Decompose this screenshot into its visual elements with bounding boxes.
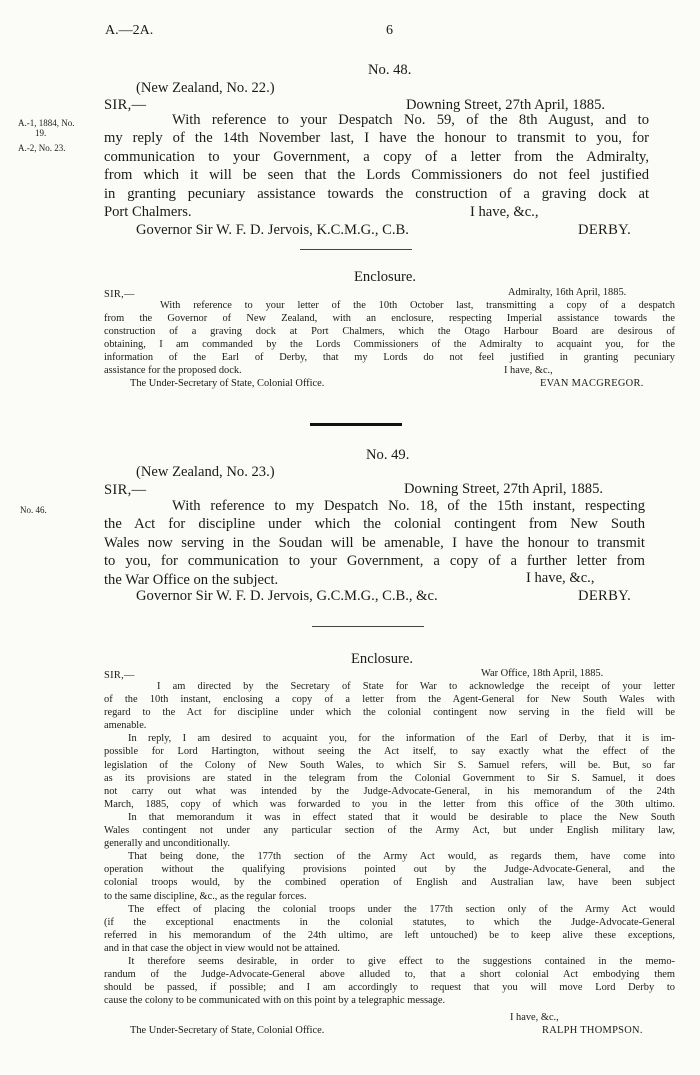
letter-49-line: Wales now serving in the Soudan will be amenable, I have the honour to transmit	[104, 534, 645, 551]
letter-48-line: With reference to your Despatch No. 59, of the 8th August, and to	[172, 112, 649, 128]
enclosure-2-addressee: The Under-Secretary of State, Colonial Office.	[130, 1025, 325, 1036]
enclosure-2-line: That being done, the 177th section of the Army Act would, as regards them, have come into	[128, 851, 675, 863]
enclosure-2-line: In that memorandum it was in effect stated that it would be desirable to place the New South	[128, 811, 675, 823]
letter-49-place-date: Downing Street, 27th April, 1885.	[404, 481, 604, 497]
enclosure-2-line: generally and unconditionally.	[104, 838, 230, 850]
letter-48-subtitle: (New Zealand, No. 22.)	[136, 80, 275, 96]
letter-49-line: the Act for discipline under which the colonial contingent from New South	[104, 516, 645, 533]
enclosure-1-body	[104, 299, 675, 378]
divider-rule	[312, 626, 424, 627]
enclosure-1-addressee: The Under-Secretary of State, Colonial Office.	[130, 378, 325, 389]
letter-49-number: No. 49.	[366, 447, 410, 463]
letter-49-line: With reference to my Despatch No. 18, of the 15th instant, respecting	[172, 498, 645, 514]
enclosure-2-line: referred in his memorandum of the 24th ultimo, are left untouched) be to keep alive these exceptions,	[104, 929, 675, 941]
letter-48-margin-ref-2: 19.	[35, 128, 47, 138]
enclosure-2-line: and in that case the object in view would not be attained.	[104, 942, 341, 954]
enclosure-1-line: from the Governor of New Zealand, with an enclosure, respecting Imperial assistance towards the	[104, 313, 675, 325]
enclosure-2-line: regard to the Act for discipline under which the colonial contingent now serving in the field will be	[104, 707, 675, 719]
enclosure-2-signature: RALPH THOMPSON.	[542, 1025, 643, 1036]
letter-49-margin-ref: No. 46.	[20, 505, 47, 515]
running-header-series: A.—2A.	[105, 23, 154, 38]
enclosure-2-line: should be passed, if possible; and I am accordingly to request that you will move Lord Derby to	[104, 982, 675, 994]
enclosure-2-line: It therefore seems desirable, in order to give effect to the suggestions contained in the memo-	[128, 955, 675, 967]
enclosure-2-line: colonial troops would, by the combined operation of English and Australian law, have been subject	[104, 877, 675, 889]
enclosure-2-line: (if the exceptional enactments in the colonial statutes, to which the Judge-Advocate-General	[104, 916, 675, 928]
enclosure-2-line: not carry out what was intended by the Judge-Advocate-General, in his memorandum of the 24th	[104, 785, 675, 797]
letter-48-signature: DERBY.	[578, 222, 632, 238]
letter-49-subtitle: (New Zealand, No. 23.)	[136, 464, 275, 480]
letter-48-line: Port Chalmers.	[104, 204, 192, 221]
letter-48-margin-ref-3: A.-2, No. 23.	[18, 143, 66, 153]
enclosure-1-title: Enclosure.	[354, 269, 417, 285]
enclosure-1-line: information of the Earl of Derby, that my Lords do not feel justified in granting pecuniary	[104, 352, 675, 364]
divider-rule	[300, 249, 412, 250]
letter-49-closing: I have, &c.,	[526, 570, 595, 586]
letter-49-line: to you, for communication to your Government, a copy of a further letter from	[104, 553, 645, 570]
enclosure-2-line: legislation of the Colony of New South Wales, to which Sir S. Samuel refers, will be. But, so far	[104, 759, 675, 771]
letter-49-salutation: SIR,—	[104, 482, 147, 498]
letter-48-margin-ref-1: A.-1, 1884, No.	[18, 118, 75, 128]
enclosure-2-line: amenable.	[104, 720, 147, 732]
letter-48-line: from which it will be seen that the Lords Commissioners do not feel justified	[104, 167, 649, 184]
enclosure-2-line: I am directed by the Secretary of State for War to acknowledge the receipt of your letter	[157, 681, 675, 692]
enclosure-2-line: to the same discipline, &c., as the regular forces.	[104, 890, 307, 902]
enclosure-2-line: operation without the qualifying provisions pointed out by the Judge-Advocate-General, and the	[104, 864, 675, 876]
enclosure-1-signature: EVAN MACGREGOR.	[540, 378, 644, 389]
enclosure-2-closing: I have, &c.,	[510, 1012, 559, 1023]
letter-49-addressee: Governor Sir W. F. D. Jervois, G.C.M.G., C.B., &c.	[136, 588, 438, 604]
enclosure-2-line: cause the colony to be communicated with on this point by a telegraphic message.	[104, 995, 446, 1007]
enclosure-1-place-date: Admiralty, 16th April, 1885.	[508, 287, 627, 298]
enclosure-2-title: Enclosure.	[351, 651, 414, 667]
enclosure-1-line: obtaining, I am commanded by the Lords Commissioners of the Admiralty to acquaint you, for the	[104, 339, 675, 351]
letter-48-closing: I have, &c.,	[470, 204, 539, 220]
section-divider-rule	[310, 423, 402, 426]
letter-48-salutation: SIR,—	[104, 97, 147, 113]
enclosure-1-salutation: SIR,—	[104, 289, 135, 300]
enclosure-2-line: randum of the Judge-Advocate-General above alluded to, that a short colonial Act embodying them	[104, 969, 675, 981]
letter-49-signature: DERBY.	[578, 588, 632, 604]
letter-48-addressee: Governor Sir W. F. D. Jervois, K.C.M.G., C.B.	[136, 222, 409, 238]
page-number: 6	[386, 23, 393, 38]
enclosure-2-line: possible for Lord Hartington, without seeing the Act itself, to say exactly what the effect of the	[104, 746, 675, 758]
enclosure-1-line: With reference to your letter of the 10th October last, transmitting a copy of a despatch	[160, 300, 675, 311]
enclosure-1-line: construction of a graving dock at Port Chalmers, which the Otago Harbour Board are desirous of	[104, 326, 675, 338]
enclosure-2-line: of the 10th instant, enclosing a copy of a letter from the Agent-General for New South Wales with	[104, 694, 675, 706]
enclosure-1-closing: I have, &c.,	[504, 365, 553, 376]
enclosure-2-place-date: War Office, 18th April, 1885.	[481, 668, 604, 679]
enclosure-2-line: The effect of placing the colonial troops under the 177th section only of the Army Act would	[128, 903, 675, 915]
enclosure-2-salutation: SIR,—	[104, 670, 135, 681]
enclosure-2-line: March, 1885, copy of which was forwarded to you in the letter from this office of the 30th ultimo.	[104, 798, 675, 810]
enclosure-2-line: Wales contingent not under any particular section of the Army Act, but under English military law,	[104, 825, 675, 837]
enclosure-1-line: assistance for the proposed dock.	[104, 365, 242, 377]
letter-48-line: in granting pecuniary assistance towards the construction of a graving dock at	[104, 185, 649, 202]
enclosure-2-line: as its provisions are stated in the telegram from the Colonial Government to Sir S. Samuel, it does	[104, 772, 675, 784]
letter-48-line: my reply of the 14th November last, I have the honour to transmit to you, for	[104, 130, 649, 147]
letter-49-line: the War Office on the subject.	[104, 571, 279, 588]
letter-48-body	[104, 111, 649, 221]
letter-48-number: No. 48.	[368, 62, 412, 78]
letter-48-place-date: Downing Street, 27th April, 1885.	[406, 97, 606, 113]
letter-48-line: communication to your Government, a copy of a letter from the Admiralty,	[104, 148, 649, 165]
enclosure-2-body	[104, 680, 675, 1007]
enclosure-2-line: In reply, I am desired to acquaint you, for the information of the Earl of Derby, that it is im-	[128, 733, 675, 745]
